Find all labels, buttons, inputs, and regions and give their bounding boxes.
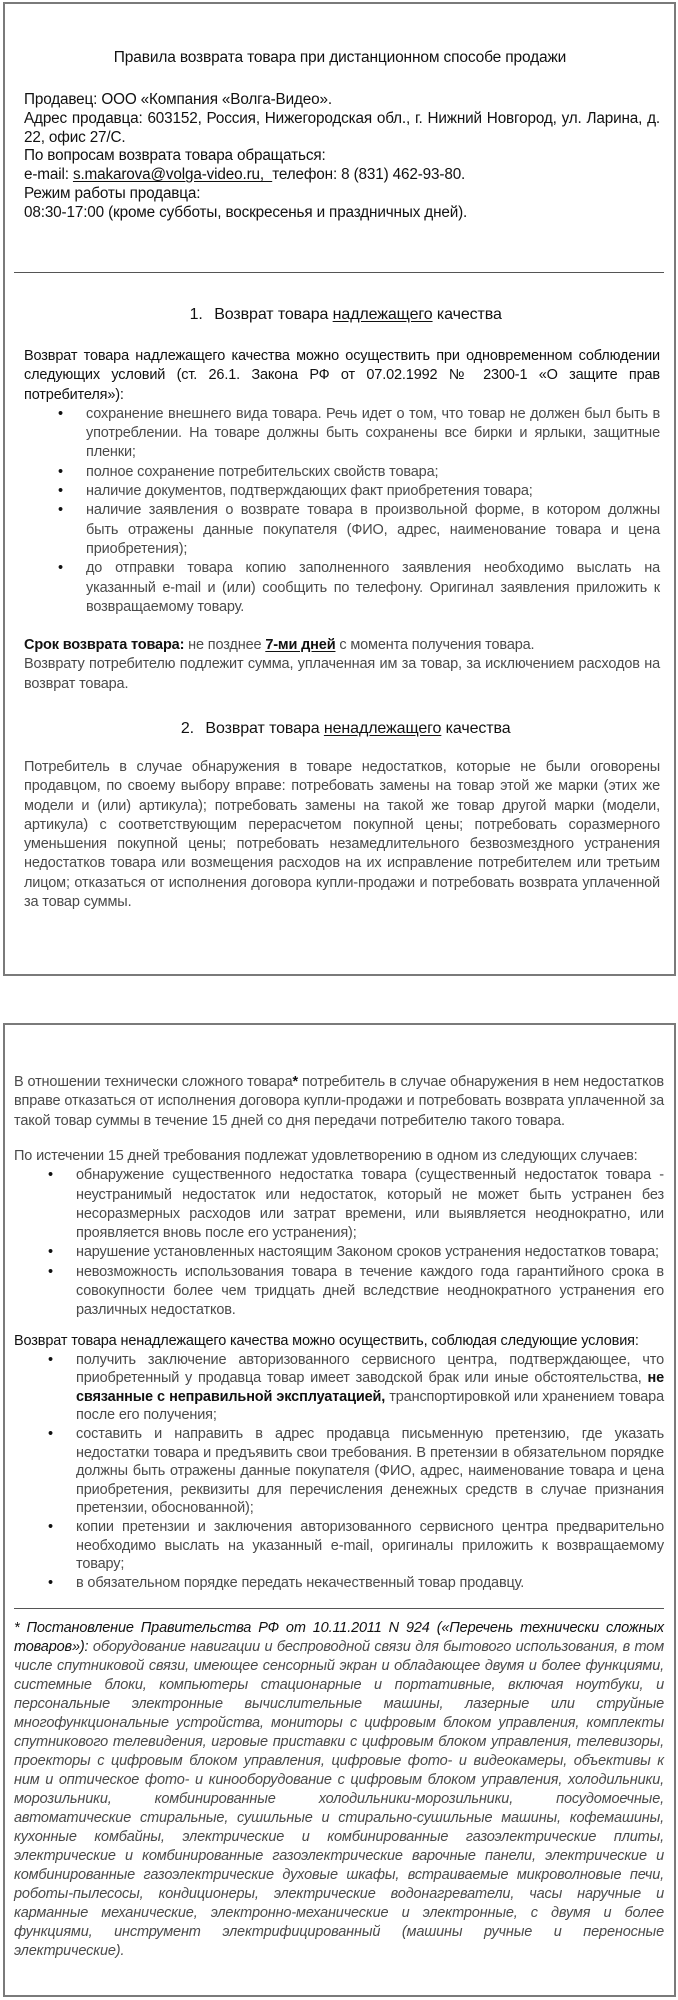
- list-item: • до отправки товара копию заполненного заявления необходимо выслать на указанный e-mail и (или) сообщить по телефону. Оригинал заявления приложить к возвращаемому товару.: [58, 560, 660, 615]
- heading-text: качества: [441, 720, 511, 737]
- term-line: [24, 636, 660, 655]
- section-2-heading: [20, 719, 660, 738]
- hours: 08:30-17:00 (кроме субботы, воскресенья и праздничных дней).: [24, 203, 468, 221]
- contact-label: По вопросам возврата товара обращаться:: [24, 147, 326, 165]
- section-1-heading: [20, 305, 660, 324]
- section-2-body: Потребитель в случае обнаружения в товаре недостатков, которые не были оговорены продавцом, по своему выбору вправе: потребовать замены на товар этой же марки (этих же модели и (или) артикула); потребовать замены на такой же товар другой марки (модели, артикула) с соответствующим перерасчетом покупной цены; потребовать соразмерного уменьшения покупной цены; потребовать незамедлительного безвозмездного устранения недостатков товара или возмещения расходов на их исправление потребителем или третьим лицом; отказаться от исполнения договора купли-продажи и потребовать возврата уплаченной за товар суммы.: [24, 759, 660, 911]
- list-item: • копии претензии и заключения авторизованного сервисного центра предварительно необходимо выслать на указанный e-mail, оригиналы приложить к возвращаемому товару;: [48, 1518, 664, 1573]
- para-text: потребитель в случае обнаружения в нем недостатков вправе отказаться от исполнения договора купли-продажи и потребовать возврата уплаченной за такой товар суммы в течение 15 дней со дня передачи потребителю такого товара.: [14, 1074, 664, 1129]
- bullet-icon: •: [48, 1351, 53, 1368]
- heading-text: Возврат товара: [214, 306, 333, 323]
- bold-note: не связанные с неправильной эксплуатацией,: [76, 1370, 664, 1405]
- bullet-icon: •: [58, 405, 63, 422]
- contact-line: [24, 166, 660, 185]
- bullet-icon: •: [48, 1244, 53, 1261]
- list-item: • нарушение установленных настоящим Законом сроков устранения недостатков товара;: [14, 1243, 664, 1262]
- defective-return-conditions: [14, 1332, 664, 1592]
- footnote: [14, 1619, 664, 1961]
- email-label: e-mail:: [24, 166, 73, 184]
- bullet-icon: •: [48, 1574, 53, 1591]
- refund-note: Возврату потребителю подлежит сумма, уплаченная им за товар, за исключением расходов на возврат товара.: [24, 656, 660, 692]
- section-1-body: [24, 347, 660, 617]
- para-text: В отношении технически сложного товара: [14, 1074, 293, 1090]
- cases-list: [14, 1166, 664, 1320]
- section-number: 2.: [180, 720, 194, 737]
- footnote-divider: [14, 1608, 664, 1609]
- conditions-title: Возврат товара ненадлежащего качества можно осуществить, соблюдая следующие условия:: [14, 1333, 639, 1349]
- bullet-icon: •: [58, 483, 63, 500]
- after-15-days-block: [14, 1147, 664, 1321]
- heading-text: Возврат товара: [205, 720, 324, 737]
- seller-address: Адрес продавца: 603152, Россия, Нижегородская обл., г. Нижний Новгород, ул. Ларина, д. 22, офис 27/С.: [24, 109, 660, 146]
- term-label: Срок возврата товара:: [24, 637, 185, 653]
- section-1-intro: Возврат товара надлежащего качества можно осуществить при одновременном соблюдении следующих условий (ст. 26.1. Закона РФ от 07.02.1992 № 2300-1 «О защите прав потребителя»):: [24, 348, 660, 403]
- footnote-body: оборудование навигации и беспроводной связи для бытового использования, в том числе спутниковой связи, имеющее сенсорный экран и обладающее двумя и более функциями, системные блоки, компьютеры стационарные и портативные, включая ноутбуки, и персональные электронные вычислительные машины, лазерные или струйные многофункциональные устройства, мониторы с цифровым блоком управления, комплекты спутникового телевидения, игровые приставки с цифровым блоком управления, телевизоры, проекторы с цифровым блоком управления, цифровые фото- и видеокамеры, объективы к ним и оптическое фото- и кинооборудование с цифровым блоком управления, холодильники, морозильники, комбинированные холодильники-морозильники, посудомоечные, автоматические стиральные, сушильные и стирально-сушильные машины, кофемашины, кухонные комбайны, электрические и комбинированные газоэлектрические плиты, электрические и комбинированные газоэлектрические варочные панели, электрические и комбинированные газоэлектрические духовые шкафы, встраиваемые микроволновые печи, роботы-пылесосы, кондиционеры, электрические водонагреватели, часы наручные и карманные механические, электронно-механические и электронные, с двумя и более функциями, инструмент электрифицированный (машины ручные и переносные электрические).: [14, 1639, 664, 1959]
- heading-underlined: ненадлежащего: [323, 720, 442, 737]
- bullet-icon: •: [58, 560, 63, 577]
- bullet-icon: •: [48, 1518, 53, 1535]
- email-link[interactable]: s.makarova@volga-video.ru,: [72, 166, 273, 184]
- list-item: • составить и направить в адрес продавца письменную претензию, где указать недостатки товара и предъявить свои требования. В претензии в обязательном порядке должны быть отражены данные покупателя (ФИО, адрес, наименование товара и цена приобретения, реквизиты для перечисления денежных средств в случае признания претензии, обоснованной);: [48, 1425, 664, 1517]
- list-item: • полное сохранение потребительских свойств товара;: [24, 463, 660, 482]
- heading-text: качества: [432, 306, 502, 323]
- divider: [14, 272, 664, 273]
- complex-goods-paragraph: [14, 1073, 664, 1131]
- term-text: с момента получения товара.: [335, 637, 535, 653]
- footnote-heading: * Постановление Правительства РФ от 10.11.2011 N 924 («Перечень технически сложных товаров»):: [14, 1620, 664, 1655]
- list-item: • невозможность использования товара в течение каждого года гарантийного срока в совокупности более чем тридцать дней вследствие неоднократного устранения его различных недостатков.: [48, 1263, 664, 1319]
- conditions-list: [14, 1351, 664, 1593]
- phone: телефон: 8 (831) 462-93-80.: [272, 166, 466, 184]
- list-item: • наличие заявления о возврате товара в произвольной форме, в котором должны быть отражены данные покупателя (ФИО, адрес, наименование товара и цена приобретения);: [58, 502, 660, 557]
- list-item: • получить заключение авторизованного сервисного центра, подтверждающее, что приобретенный у продавца товар имеет заводской брак или иные обстоятельства, не связанные с неправильной эксплуатацией, транспортировкой или хранением товара после его получения;: [48, 1351, 664, 1424]
- list-item: • обнаружение существенного недостатка товара (существенный недостаток товара - неустранимый недостаток или недостаток, который не может быть устранен без несоразмерных расходов или затрат времени, или выявляется неоднократно, или проявляется вновь после его устранения);: [48, 1167, 664, 1242]
- return-term: [24, 636, 660, 694]
- bullet-icon: •: [48, 1167, 53, 1184]
- hours-label: Режим работы продавца:: [24, 184, 201, 202]
- heading-underlined: надлежащего: [332, 306, 433, 323]
- footnote-marker: *: [292, 1074, 298, 1090]
- seller-name: Продавец: ООО «Компания «Волга-Видео».: [24, 91, 332, 108]
- document-title: Правила возврата товара при дистанционном способе продажи: [113, 49, 567, 66]
- term-days: 7-ми дней: [265, 637, 336, 653]
- list-item: • сохранение внешнего вида товара. Речь идет о том, что товар не должен был быть в употреблении. На товаре должны быть сохранены все бирки и ярлыки, защитные пленки;: [58, 405, 660, 461]
- section-number: 1.: [189, 306, 203, 323]
- after-15-days-intro: По истечении 15 дней требования подлежат удовлетворению в одном из следующих случаев:: [14, 1148, 638, 1164]
- bullet-icon: •: [58, 502, 63, 519]
- list-item: • в обязательном порядке передать некачественный товар продавцу.: [48, 1574, 525, 1591]
- term-text: не позднее: [184, 637, 266, 653]
- bullet-icon: •: [48, 1263, 53, 1280]
- bullet-icon: •: [48, 1425, 53, 1442]
- seller-info: [24, 91, 660, 223]
- list-item: • наличие документов, подтверждающих факт приобретения товара;: [24, 482, 660, 501]
- conditions-list: [24, 405, 660, 617]
- bullet-icon: •: [58, 463, 63, 480]
